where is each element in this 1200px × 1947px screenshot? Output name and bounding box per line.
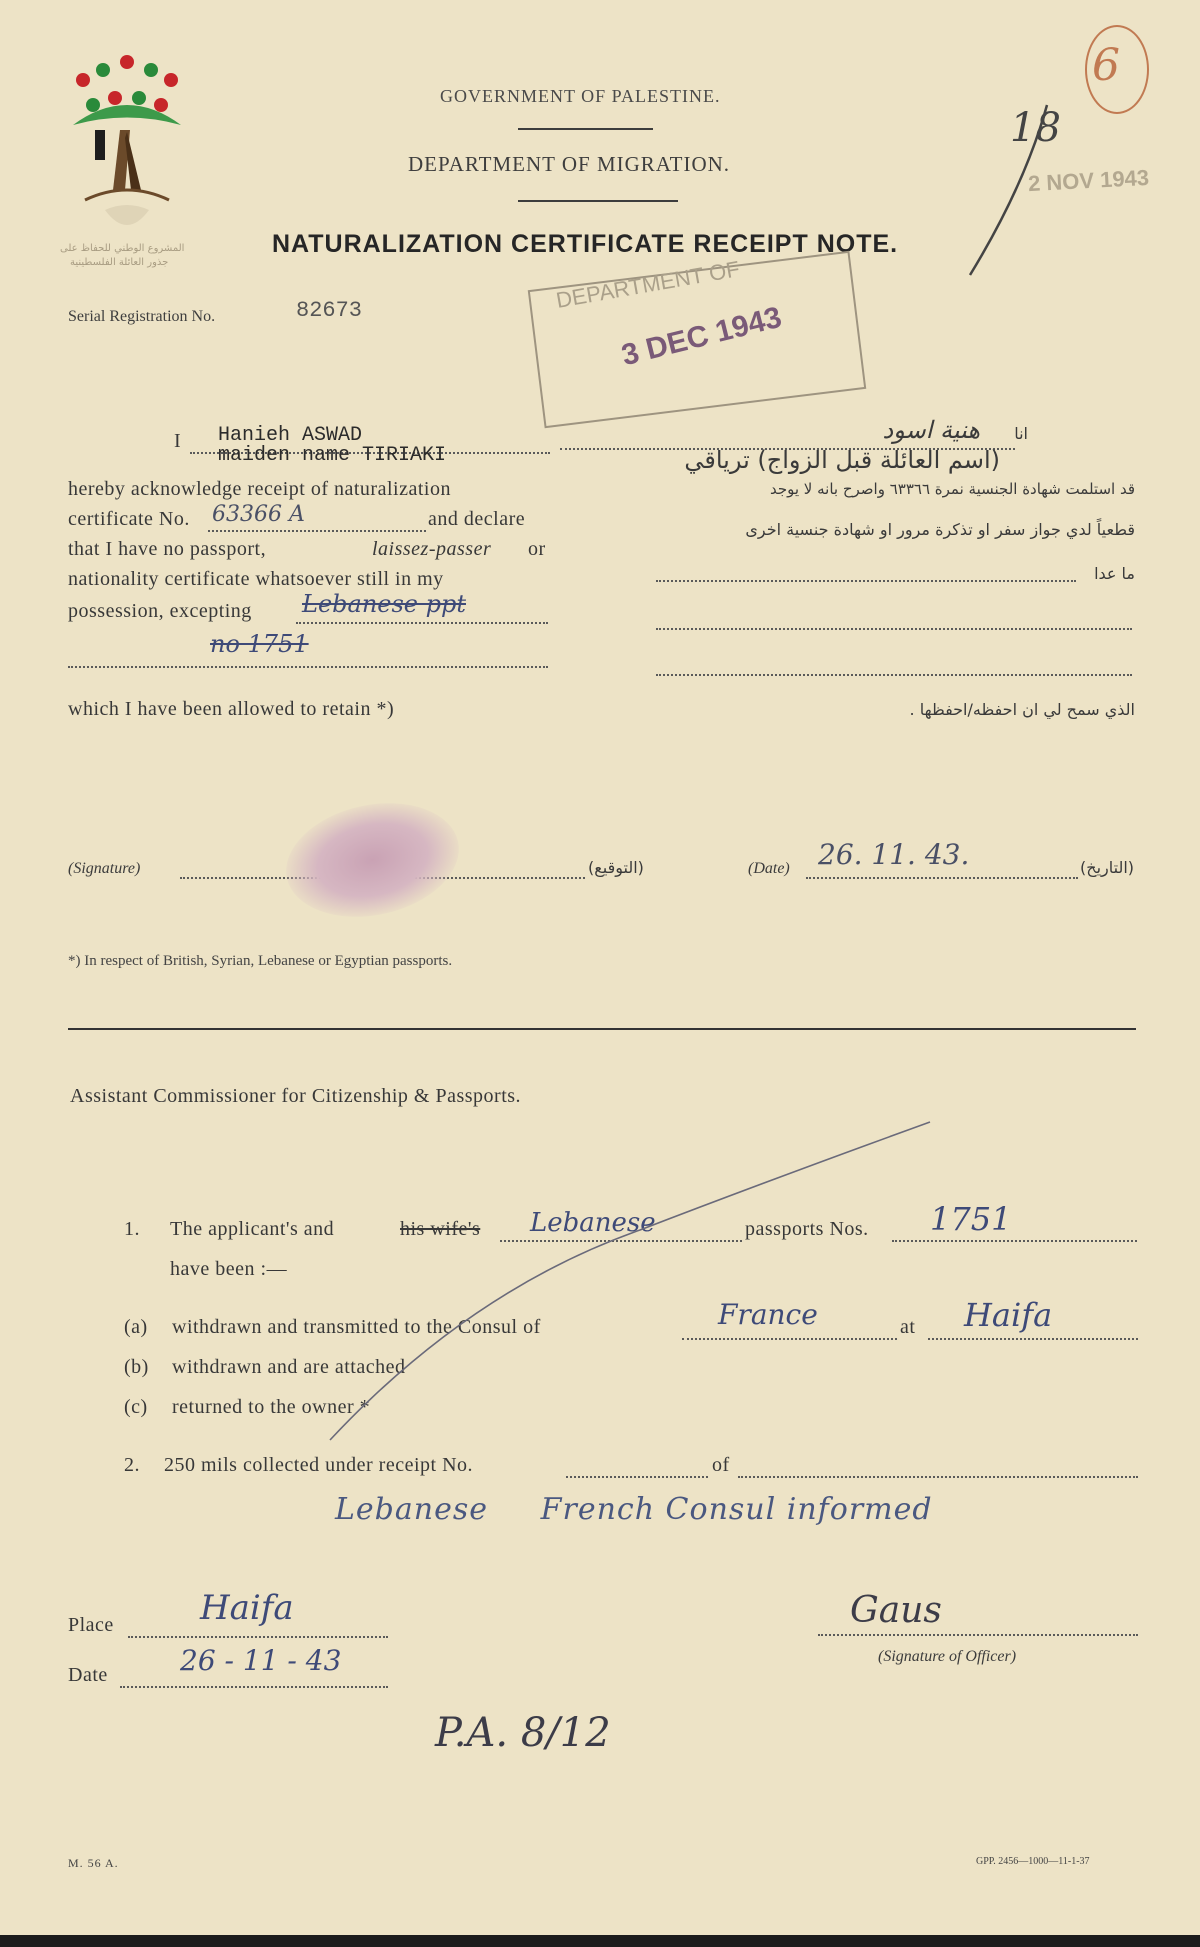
retain-text: which I have been allowed to retain *) xyxy=(68,698,395,720)
document-title: NATURALIZATION CERTIFICATE RECEIPT NOTE. xyxy=(272,230,899,258)
thumbprint xyxy=(275,788,469,932)
footnote: *) In respect of British, Syrian, Lebanese or Egyptian passports. xyxy=(68,953,453,969)
officer-label: (Signature of Officer) xyxy=(878,1648,1017,1665)
place-label: Place xyxy=(68,1614,114,1636)
text-line-2-prefix: certificate No. xyxy=(68,508,190,530)
item-1-strike: his wife's xyxy=(400,1218,481,1240)
date-dots xyxy=(806,877,1078,879)
signature-label: (Signature) xyxy=(68,860,141,877)
declarant-prefix: I xyxy=(174,430,182,452)
arabic-line-3: قد استلمت شهادة الجنسية نمرة ٦٣٣٦٦ واصرح بانه لا يوجد xyxy=(769,480,1135,498)
date-value-bottom: 26 - 11 - 43 xyxy=(180,1644,342,1677)
bottom-note: P.A. 8/12 xyxy=(435,1710,611,1756)
date-value: 26. 11. 43. xyxy=(818,838,970,871)
certificate-number: 63366 A xyxy=(212,502,305,527)
diagonal-cross-line xyxy=(320,1120,940,1450)
arabic-dots-2 xyxy=(656,628,1132,630)
place-dots xyxy=(128,1636,388,1638)
header-rule-2 xyxy=(518,200,678,202)
officer-dots xyxy=(818,1634,1138,1636)
arabic-dots-1 xyxy=(656,580,1076,582)
item-1-line-2: have been :— xyxy=(170,1258,288,1280)
arabic-line-2: (اسم العائلة قبل الزواج) ترياقي xyxy=(684,446,1000,474)
stamp-top-text: DEPARTMENT OF xyxy=(554,256,742,313)
text-line-3-end: or xyxy=(528,538,546,560)
arabic-dots-3 xyxy=(656,674,1132,676)
item-1-passport-no: 1751 xyxy=(930,1200,1012,1238)
city-dots xyxy=(928,1338,1138,1340)
option-c-label: (c) xyxy=(124,1396,148,1418)
item-1-nationality: Lebanese xyxy=(530,1208,656,1238)
date-label-ar: (التاريخ) xyxy=(1080,858,1135,877)
serial-value: 82673 xyxy=(296,298,363,323)
item-1-mid: passports Nos. xyxy=(745,1218,869,1240)
option-a-text: withdrawn and transmitted to the Consul of xyxy=(172,1316,541,1338)
serial-label: Serial Registration No. xyxy=(68,308,216,325)
option-b-label: (b) xyxy=(124,1356,149,1378)
item-1-prefix: The applicant's and xyxy=(170,1218,335,1240)
department-heading: DEPARTMENT OF MIGRATION. xyxy=(408,152,731,176)
option-a-country: France xyxy=(718,1298,818,1331)
arabic-line-6: الذي سمح لي ان احفظه/احفظها . xyxy=(909,700,1135,719)
diagonal-stroke xyxy=(965,95,1055,285)
header-rule-1 xyxy=(518,128,653,130)
text-line-2-suffix: and declare xyxy=(428,508,526,530)
receipt-dots xyxy=(566,1476,708,1478)
signature-label-ar: (التوقيع) xyxy=(588,858,644,877)
text-line-3-italic: laissez-passer xyxy=(372,538,492,560)
arabic-name: هنية اسود xyxy=(882,416,980,444)
logo-caption-2: جذور العائلة الفلسطينية xyxy=(70,257,169,268)
exception-1: Lebanese ppt xyxy=(302,590,466,618)
text-line-5-prefix: possession, excepting xyxy=(68,600,252,622)
item-2-number: 2. xyxy=(124,1454,140,1476)
certificate-dots xyxy=(208,530,426,532)
exception-dots-1 xyxy=(296,622,548,624)
date-stamp-faint: 2 NOV 1943 xyxy=(1027,164,1150,197)
item-1-number: 1. xyxy=(124,1218,140,1240)
declarant-maiden: maiden name TIRIAKI xyxy=(218,444,447,467)
handwritten-note: Lebanese French Consul informed xyxy=(335,1492,933,1527)
logo-caption-1: المشروع الوطني للحفاظ على xyxy=(60,243,185,254)
text-line-1: hereby acknowledge receipt of naturalization xyxy=(68,478,451,500)
circled-number-text: 6 xyxy=(1092,40,1120,91)
option-b-text: withdrawn and are attached xyxy=(172,1356,406,1378)
fraction-mark: 18 xyxy=(1010,105,1061,151)
section-divider xyxy=(68,1028,1136,1030)
form-code-right: GPP. 2456—1000—11-1-37 xyxy=(976,1856,1090,1867)
stamp-date: 3 DEC 1943 xyxy=(618,300,785,373)
of-dots xyxy=(738,1476,1138,1478)
date-label-bottom: Date xyxy=(68,1664,108,1686)
exception-2: no 1751 xyxy=(210,630,309,658)
text-line-3: that I have no passport, xyxy=(68,538,267,560)
form-code-left: M. 56 A. xyxy=(68,1856,119,1870)
date-bottom-dots xyxy=(120,1686,388,1688)
place-value: Haifa xyxy=(200,1588,294,1628)
option-a-city: Haifa xyxy=(964,1296,1053,1334)
commissioner-heading: Assistant Commissioner for Citizenship & Passports. xyxy=(70,1085,522,1107)
option-c-text: returned to the owner * xyxy=(172,1396,371,1418)
date-label: (Date) xyxy=(748,860,790,877)
arabic-line-1-prefix: انا xyxy=(1014,424,1028,443)
government-heading: GOVERNMENT OF PALESTINE. xyxy=(440,86,721,106)
option-a-label: (a) xyxy=(124,1316,148,1338)
item-2-of: of xyxy=(712,1454,730,1476)
text-line-4: nationality certificate whatsoever still in my xyxy=(68,568,444,590)
option-a-at: at xyxy=(900,1316,916,1338)
officer-signature: Gaus xyxy=(850,1590,942,1631)
arabic-line-4: قطعياً لدي جواز سفر او تذكرة مرور او شهادة جنسية اخرى xyxy=(745,520,1135,539)
declarant-name: Hanieh ASWAD xyxy=(218,424,363,447)
family-tree-logo xyxy=(65,50,190,260)
exception-dots-2 xyxy=(68,666,548,668)
arabic-line-5: ما عدا xyxy=(1094,564,1135,583)
tree-icon xyxy=(65,50,190,260)
item-2-text: 250 mils collected under receipt No. xyxy=(164,1454,474,1476)
